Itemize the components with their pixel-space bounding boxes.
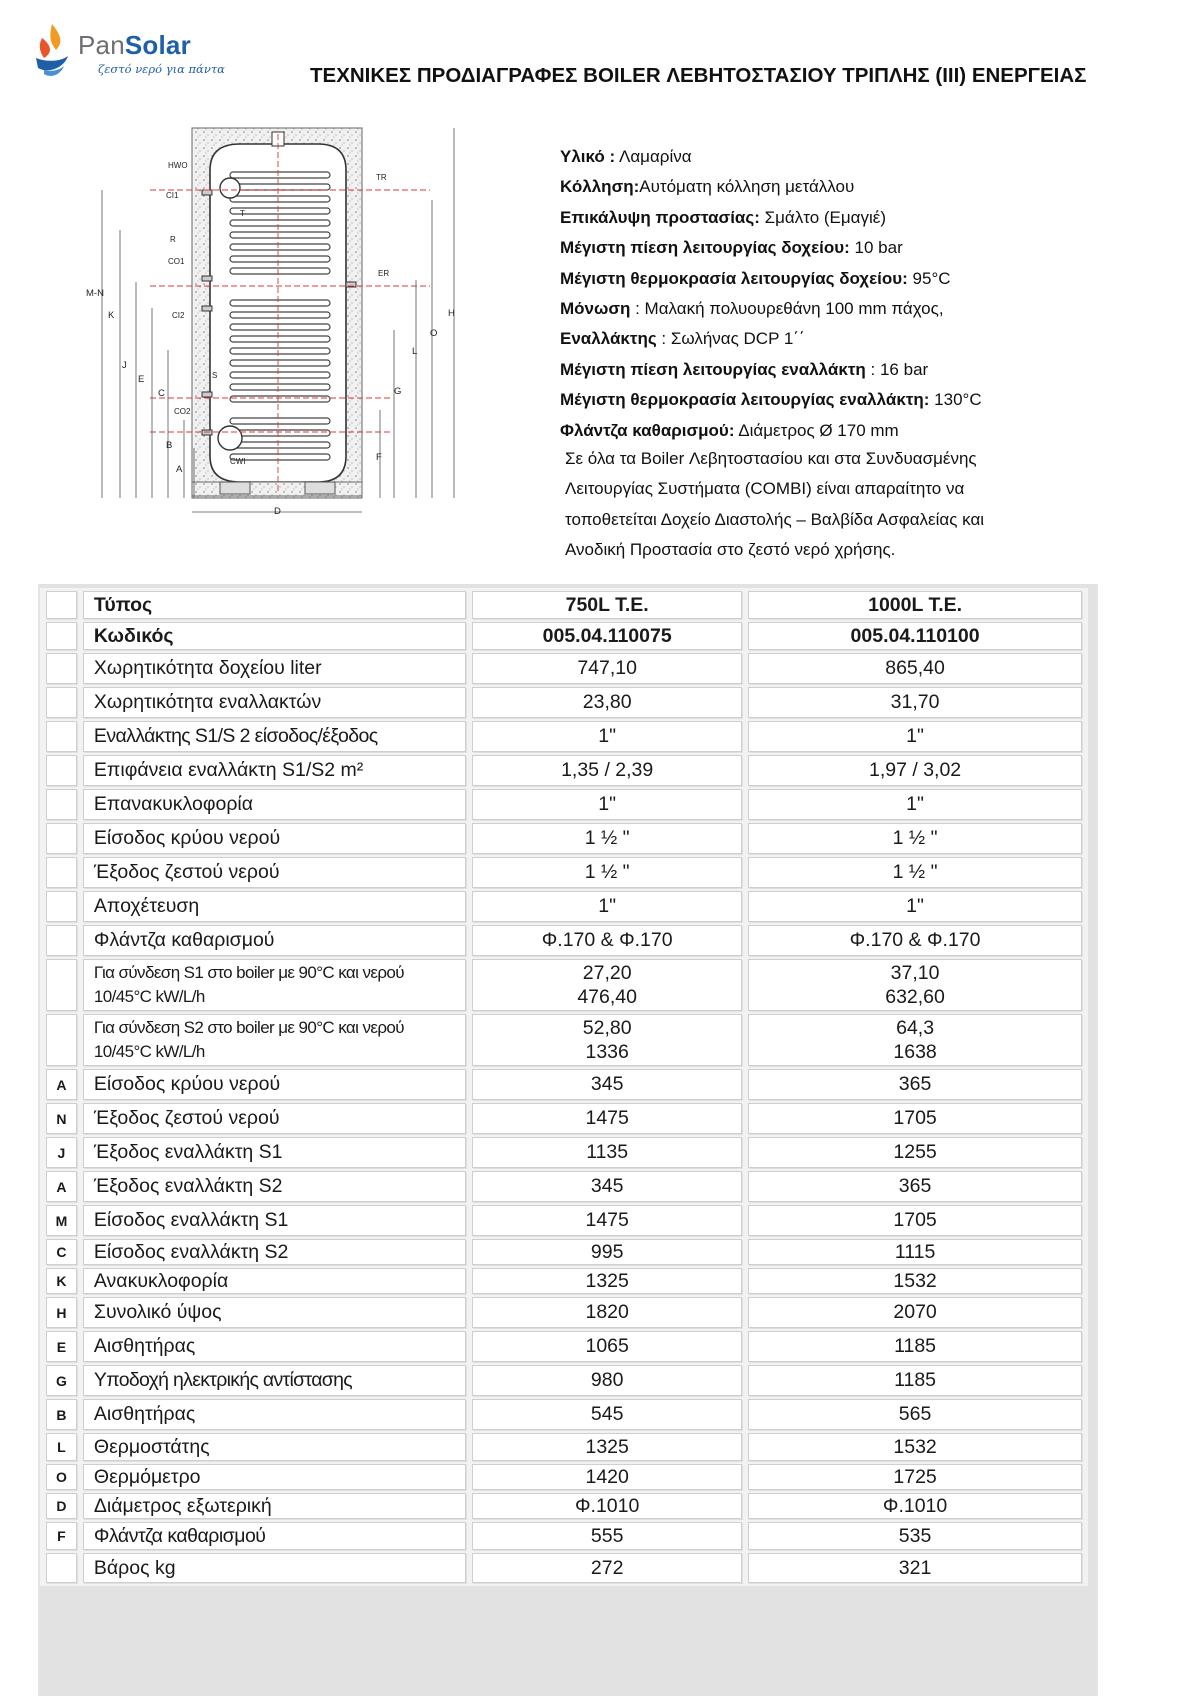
label-t: T — [240, 209, 245, 218]
label-r: R — [170, 235, 176, 244]
table-row: Αποχέτευση 1" 1" — [46, 891, 1082, 922]
spec-exchanger-pressure: Μέγιστη πίεση λειτουργίας εναλλάκτη : 16 bar — [560, 359, 929, 379]
table-row: Είσοδος κρύου νερού 1 ½ " 1 ½ " — [46, 823, 1082, 854]
table-row: L Θερμοστάτης 1325 1532 — [46, 1433, 1082, 1461]
table-header-row: Τύπος 750L T.E. 1000L T.E. — [46, 591, 1082, 619]
label-d: D — [274, 506, 281, 517]
table-row: H Συνολικό ύψος 1820 2070 — [46, 1297, 1082, 1328]
spec-list — [560, 142, 1180, 446]
label-ci2: CI2 — [172, 311, 185, 320]
spec-cleaning-flange: Φλάντζα καθαρισμού: Διάμετρος Ø 170 mm — [560, 420, 899, 440]
label-er: ER — [378, 269, 390, 278]
table-row: C Είσοδος εναλλάκτη S2 995 1115 — [46, 1239, 1082, 1265]
label-mn: M-N — [86, 288, 104, 299]
brand-tagline: ζεστό νερό για πάντα — [98, 62, 225, 76]
table-row: Έξοδος ζεστού νερού 1 ½ " 1 ½ " — [46, 857, 1082, 888]
table-row: Επανακυκλοφορία 1" 1" — [46, 789, 1082, 820]
label-k: K — [108, 310, 115, 321]
pansolar-logo — [30, 22, 270, 82]
table-row: G Υποδοχή ηλεκτρικής αντίστασης 980 1185 — [46, 1365, 1082, 1396]
label-e: E — [138, 374, 145, 385]
spec-exchanger-temperature: Μέγιστη θερμοκρασία λειτουργίας εναλλάκτη: 130°C — [560, 390, 982, 410]
table-row: F Φλάντζα καθαρισμού 555 535 — [46, 1522, 1082, 1550]
label-ci1: CI1 — [166, 191, 179, 200]
table-row: O Θερμόμετρο 1420 1725 — [46, 1464, 1082, 1490]
label-j: J — [122, 360, 127, 371]
page-title: ΤΕΧΝΙΚΕΣ ΠΡΟΔΙΑΓΡΑΦΕΣ BOILER ΛΕΒΗΤΟΣΤΑΣΙΟΥ ΤΡΙΠΛΗΣ (ΙΙΙ) ΕΝΕΡΓΕΙΑΣ — [310, 64, 1087, 87]
brand-name: PanSolar — [78, 30, 191, 60]
label-c: C — [158, 388, 165, 399]
table-row: Χωρητικότητα εναλλακτών 23,80 31,70 — [46, 687, 1082, 718]
spec-material: Υλικό : Λαμαρίνα — [560, 147, 692, 166]
table-row: K Ανακυκλοφορία 1325 1532 — [46, 1268, 1082, 1294]
label-hwo: HWO — [168, 161, 188, 170]
flame-logo-icon — [30, 22, 74, 78]
spec-exchanger: Εναλλάκτης : Σωλήνας DCP 1΄΄ — [560, 329, 805, 349]
label-co1: CO1 — [168, 257, 185, 266]
label-h: H — [448, 308, 455, 319]
label-a: A — [176, 464, 183, 475]
table-row: Φλάντζα καθαρισμού Φ.170 & Φ.170 Φ.170 & Φ.170 — [46, 925, 1082, 956]
label-l: L — [412, 346, 418, 357]
table-row: N Έξοδος ζεστού νερού 1475 1705 — [46, 1103, 1082, 1134]
table-row: Βάρος kg 272 321 — [46, 1553, 1082, 1583]
label-g: G — [394, 386, 402, 397]
table-row: M Είσοδος εναλλάκτη S1 1475 1705 — [46, 1205, 1082, 1236]
table-row-perf-s2: Για σύνδεση S2 στο boiler με 90°C και νερού 10/45°C kW/L/h 52,80 1336 64,3 1638 — [46, 1014, 1082, 1066]
table-row: E Αισθητήρας 1065 1185 — [46, 1331, 1082, 1362]
spec-table — [40, 588, 1088, 1586]
table-row: A Είσοδος κρύου νερού 345 365 — [46, 1069, 1082, 1100]
spec-table-frame — [38, 584, 1098, 1696]
label-o: O — [430, 328, 438, 339]
table-row-perf-s1: Για σύνδεση S1 στο boiler με 90°C και νερού 10/45°C kW/L/h 27,20 476,40 37,10 632,60 — [46, 959, 1082, 1011]
table-row: B Αισθητήρας 545 565 — [46, 1399, 1082, 1430]
boiler-technical-drawing — [86, 130, 530, 570]
safety-note: Σε όλα τα Boiler Λεβητοστασίου και στα Συνδυασμένης Λειτουργίας Συστήματα (COMBI) είναι απαραίτητο να τοποθετείται Δοχείο Διαστολής – Βαλβίδα Ασφαλείας και Ανοδική Προστασία στο ζεστό νερό χρήσης. — [565, 449, 985, 560]
table-code-row: Κωδικός 005.04.110075 005.04.110100 — [46, 622, 1082, 650]
spec-tank-temperature: Μέγιστη θερμοκρασία λειτουργίας δοχείου: 95°C — [560, 268, 951, 288]
table-row: Χωρητικότητα δοχείου liter 747,10 865,40 — [46, 653, 1082, 684]
table-row: J Έξοδος εναλλάκτη S1 1135 1255 — [46, 1137, 1082, 1168]
label-b: B — [166, 440, 173, 451]
table-row: D Διάμετρος εξωτερική Φ.1010 Φ.1010 — [46, 1493, 1082, 1519]
label-tr: TR — [376, 173, 387, 182]
label-cwi: CWI — [230, 457, 246, 466]
spec-coating: Επικάλυψη προστασίας: Σμάλτο (Εμαγιέ) — [560, 207, 887, 227]
spec-welding: Κόλληση:Αυτόματη κόλληση μετάλλου — [560, 177, 855, 197]
spec-insulation: Μόνωση : Μαλακή πολυουρεθάνη 100 mm πάχος, — [560, 299, 944, 319]
table-row: A Έξοδος εναλλάκτη S2 345 365 — [46, 1171, 1082, 1202]
label-s: S — [212, 371, 218, 380]
table-row: Εναλλάκτης S1/S 2 είσοδος/έξοδος 1" 1" — [46, 721, 1082, 752]
label-co2: CO2 — [174, 407, 191, 416]
table-row: Επιφάνεια εναλλάκτη S1/S2 m² 1,35 / 2,39 1,97 / 3,02 — [46, 755, 1082, 786]
label-f: F — [376, 452, 382, 463]
spec-tank-pressure: Μέγιστη πίεση λειτουργίας δοχείου: 10 bar — [560, 238, 903, 258]
